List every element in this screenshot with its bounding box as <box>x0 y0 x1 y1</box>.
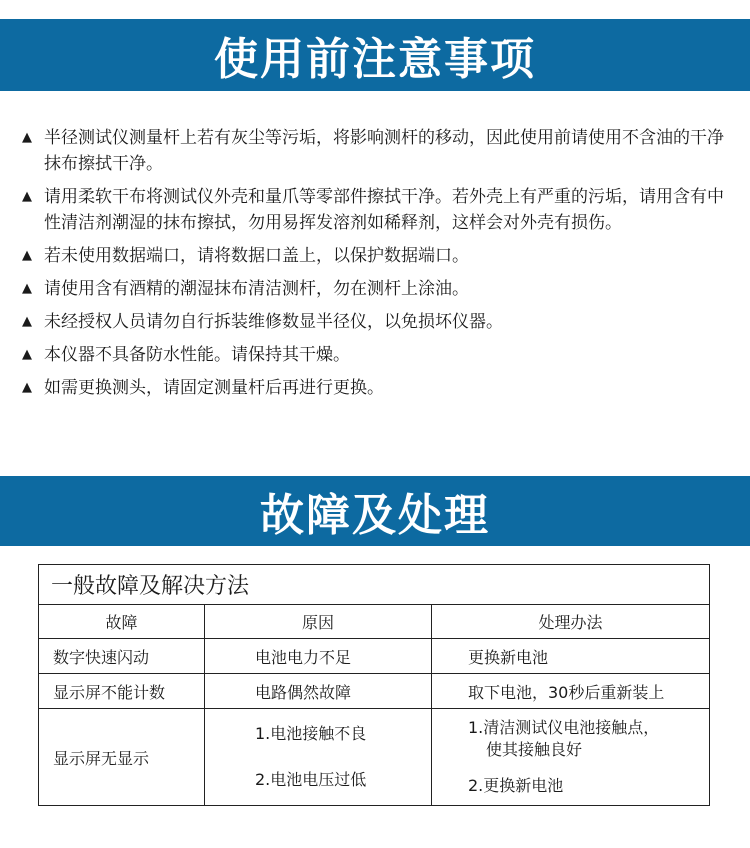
cause-cell: 电池电力不足 <box>205 639 432 674</box>
triangle-bullet-icon: ▲ <box>22 314 32 329</box>
table-row <box>39 674 710 709</box>
triangle-bullet-icon: ▲ <box>22 281 32 296</box>
troubleshooting-banner <box>0 476 750 546</box>
precautions-list <box>22 125 737 408</box>
precaution-item <box>22 125 737 177</box>
triangle-bullet-icon: ▲ <box>22 347 32 362</box>
fault-table <box>38 564 710 806</box>
troubleshooting-title: 故障及处理 <box>260 490 490 541</box>
solution-line: 2.更换新电池 <box>468 776 564 795</box>
precaution-text: 请用柔软干布将测试仪外壳和量爪等零部件擦拭干净。若外壳上有严重的污垢，请用含有中性清洁剂潮湿的抹布擦拭，勿用易挥发溶剂如稀释剂，这样会对外壳有损伤。 <box>44 187 724 233</box>
precaution-text: 如需更换测头，请固定测量杆后再进行更换。 <box>44 378 384 398</box>
column-header-solution: 处理办法 <box>432 605 710 639</box>
precaution-item <box>22 342 737 368</box>
precaution-text: 若未使用数据端口，请将数据口盖上，以保护数据端口。 <box>44 246 469 266</box>
precaution-item <box>22 276 737 302</box>
precaution-text: 请使用含有酒精的潮湿抹布清洁测杆，勿在测杆上涂油。 <box>44 279 469 299</box>
column-header-fault: 故障 <box>39 605 205 639</box>
precautions-title: 使用前注意事项 <box>214 34 536 85</box>
precaution-text: 未经授权人员请勿自行拆装维修数显半径仪，以免损坏仪器。 <box>44 312 503 332</box>
cause-cell: 电路偶然故障 <box>205 674 432 709</box>
precaution-item <box>22 184 737 236</box>
fault-cell: 显示屏不能计数 <box>39 674 205 709</box>
precaution-item <box>22 309 737 335</box>
triangle-bullet-icon: ▲ <box>22 380 32 395</box>
fault-cell: 显示屏无显示 <box>39 709 205 806</box>
table-caption: 一般故障及解决方法 <box>39 565 710 605</box>
fault-cell: 数字快速闪动 <box>39 639 205 674</box>
triangle-bullet-icon: ▲ <box>22 248 32 263</box>
solution-cell: 更换新电池 <box>432 639 710 674</box>
solution-cell <box>432 709 710 806</box>
cause-cell <box>205 709 432 806</box>
solution-line: 使其接触良好 <box>486 740 583 759</box>
triangle-bullet-icon: ▲ <box>22 130 32 145</box>
cause-line: 2.电池电压过低 <box>255 770 367 789</box>
precaution-item <box>22 375 737 401</box>
precautions-banner <box>0 19 750 91</box>
solution-line: 1.清洁测试仪电池接触点， <box>468 718 660 737</box>
precaution-text: 本仪器不具备防水性能。请保持其干燥。 <box>44 345 350 365</box>
triangle-bullet-icon: ▲ <box>22 189 32 204</box>
table-row <box>39 639 710 674</box>
table-row <box>39 709 710 806</box>
cause-line: 1.电池接触不良 <box>255 724 367 743</box>
solution-cell: 取下电池，30秒后重新装上 <box>432 674 710 709</box>
column-header-cause: 原因 <box>205 605 432 639</box>
precaution-text: 半径测试仪测量杆上若有灰尘等污垢，将影响测杆的移动，因此使用前请使用不含油的干净抹布擦拭干净。 <box>44 128 724 174</box>
precaution-item <box>22 243 737 269</box>
